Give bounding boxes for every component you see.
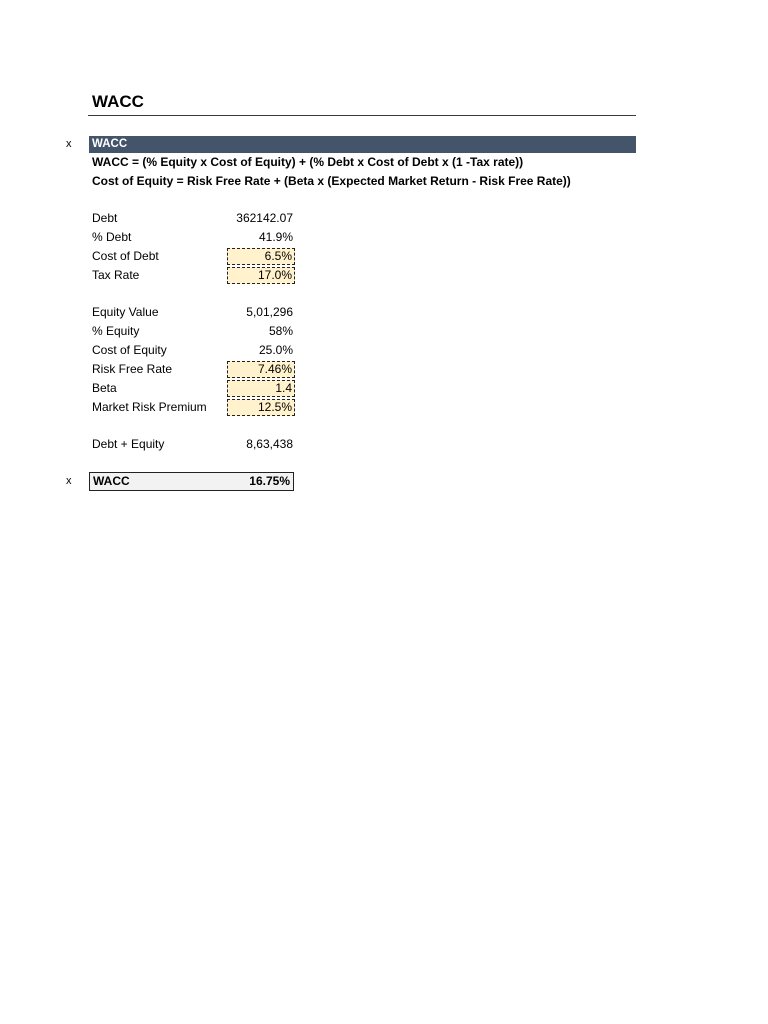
risk-free-rate-row	[88, 360, 296, 379]
wacc-result-label: WACC	[93, 474, 130, 488]
equity-value-value[interactable]: 5,01,296	[246, 305, 293, 319]
debt-row	[88, 209, 296, 228]
debt-plus-equity-row	[88, 435, 296, 454]
equity-value-row	[88, 303, 296, 322]
title-divider	[88, 115, 636, 116]
tax-rate-value[interactable]: 17.0%	[257, 268, 292, 282]
equity-value-label: Equity Value	[92, 305, 159, 319]
debt-percent-label: % Debt	[92, 230, 132, 244]
page-title: WACC	[92, 92, 144, 111]
equity-percent-row	[88, 322, 296, 341]
wacc-result-value[interactable]: 16.75%	[249, 474, 290, 488]
risk-free-rate-value[interactable]: 7.46%	[257, 362, 292, 376]
tax-rate-label: Tax Rate	[92, 268, 140, 282]
row-marker-bottom: x	[66, 475, 72, 487]
market-risk-premium-value[interactable]: 12.5%	[257, 400, 292, 414]
wacc-formula: WACC = (% Equity x Cost of Equity) + (% Debt x Cost of Debt x (1 -Tax rate))	[92, 155, 524, 169]
wacc-result-cell[interactable]	[89, 472, 294, 491]
debt-plus-equity-label: Debt + Equity	[92, 437, 165, 451]
cost-of-equity-formula: Cost of Equity = Risk Free Rate + (Beta x (Expected Market Return - Risk Free Rate))	[92, 174, 571, 188]
section-header-wacc[interactable]: WACC	[89, 136, 636, 153]
debt-plus-equity-value[interactable]: 8,63,438	[246, 437, 293, 451]
cost-of-equity-label: Cost of Equity	[92, 343, 167, 357]
market-risk-premium-row	[88, 398, 296, 417]
equity-percent-label: % Equity	[92, 324, 140, 338]
tax-rate-row	[88, 266, 296, 285]
debt-label: Debt	[92, 211, 118, 225]
debt-percent-value[interactable]: 41.9%	[258, 230, 293, 244]
beta-row	[88, 379, 296, 398]
cost-of-equity-row	[88, 341, 296, 360]
cost-of-debt-value[interactable]: 6.5%	[264, 249, 292, 263]
cost-of-debt-label: Cost of Debt	[92, 249, 159, 263]
equity-percent-value[interactable]: 58%	[268, 324, 293, 338]
row-marker-top: x	[66, 138, 72, 150]
beta-value[interactable]: 1.4	[275, 381, 292, 395]
debt-percent-row	[88, 228, 296, 247]
risk-free-rate-label: Risk Free Rate	[92, 362, 173, 376]
debt-value[interactable]: 362142.07	[236, 211, 293, 225]
cost-of-equity-value[interactable]: 25.0%	[258, 343, 293, 357]
cost-of-debt-row	[88, 247, 296, 266]
market-risk-premium-label: Market Risk Premium	[92, 400, 207, 414]
beta-label: Beta	[92, 381, 117, 395]
